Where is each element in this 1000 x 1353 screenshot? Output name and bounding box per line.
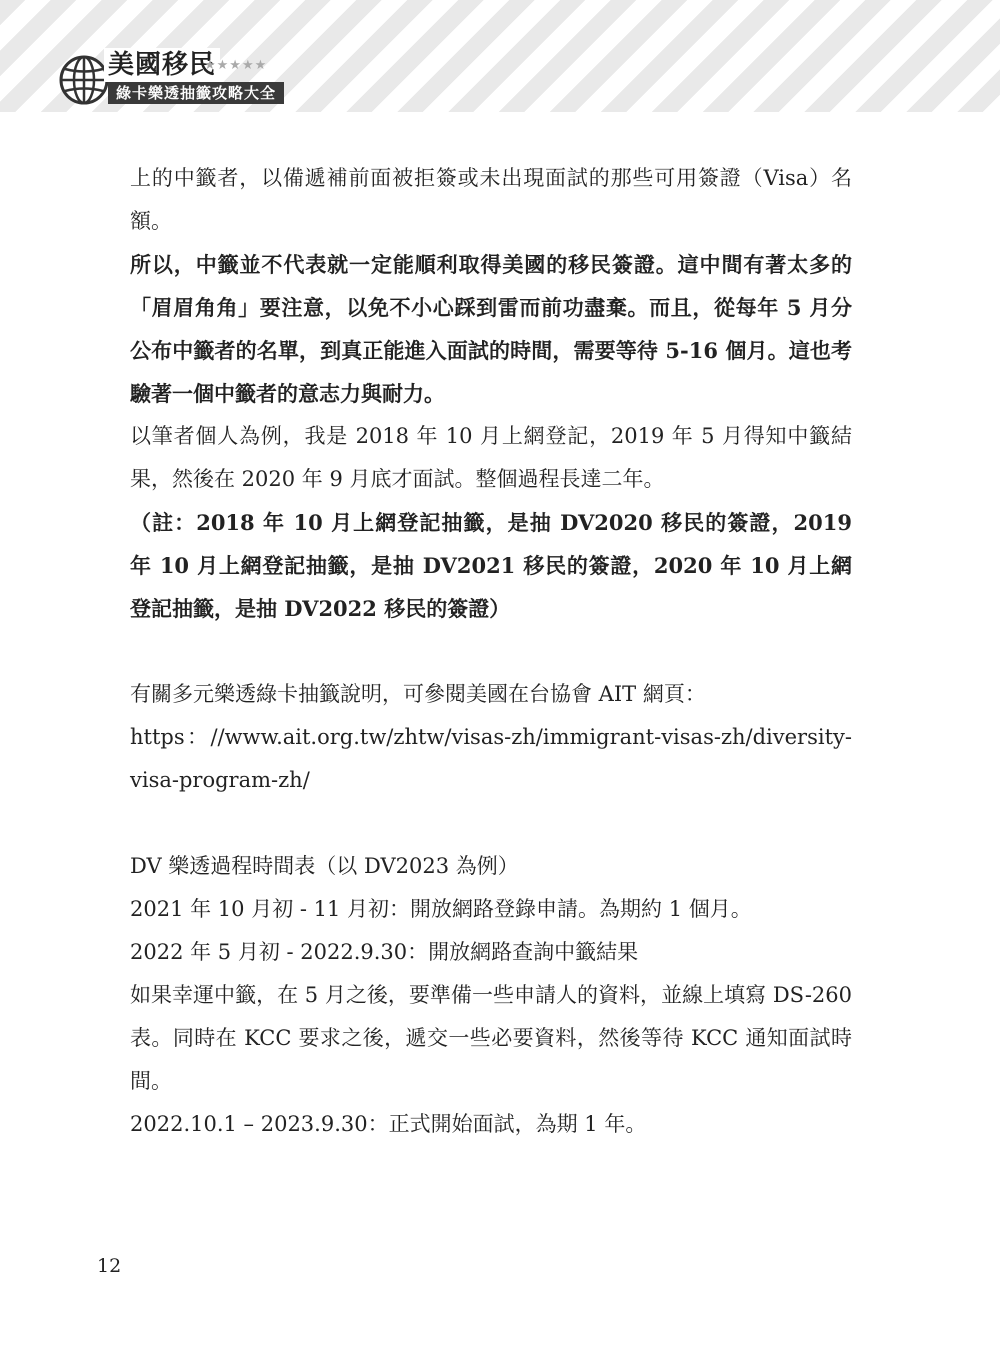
- timeline-item: 2022 年 5 月初 - 2022.9.30：開放網路查詢中籤結果: [130, 940, 639, 964]
- paragraph-author-example: 以筆者個人為例，我是 2018 年 10 月上網登記，2019 年 5 月得知中籤結果，然後在 2020 年 9 月底才面試。整個過程長達二年。: [130, 424, 852, 491]
- paragraph-note: （註：2018 年 10 月上網登記抽籤，是抽 DV2020 移民的簽證，2019 年 10 月上網登記抽籤，是抽 DV2021 移民的簽證，2020 年 10 月上網登記抽籤，是抽 DV2022 移民的簽證）: [130, 510, 852, 621]
- timeline-item: 如果幸運中籤，在 5 月之後，要準備一些申請人的資料，並線上填寫 DS-260 表。同時在 KCC 要求之後，遞交一些必要資料，然後等待 KCC 通知面試時間。: [130, 983, 852, 1093]
- star-rating-icon: ★★★★★: [204, 58, 268, 73]
- timeline-item: 2022.10.1 – 2023.9.30：正式開始面試，為期 1 年。: [130, 1112, 647, 1136]
- page-number: 12: [97, 1255, 122, 1277]
- paragraph-ait-reference: 有關多元樂透綠卡抽籤說明，可參閱美國在台協會 AIT 網頁：: [130, 682, 706, 706]
- timeline-item: 2021 年 10 月初 - 11 月初：開放網路登錄申請。為期約 1 個月。: [130, 897, 752, 921]
- book-header: [58, 48, 288, 108]
- timeline-title: DV 樂透過程時間表（以 DV2023 為例）: [130, 854, 519, 878]
- globe-icon: [58, 54, 110, 106]
- paragraph-visa-backup: 上的中籤者，以備遞補前面被拒簽或未出現面試的那些可用簽證（Visa）名額。: [130, 166, 852, 233]
- ait-url-link[interactable]: https：//www.ait.org.tw/zhtw/visas-zh/immigrant-visas-zh/diversity-visa-program-zh/: [130, 725, 852, 792]
- book-title: 美國移民: [104, 48, 220, 82]
- book-subtitle: 綠卡樂透抽籤攻略大全: [108, 82, 284, 104]
- paragraph-key-point: 所以，中籤並不代表就一定能順利取得美國的移民簽證。這中間有著太多的「眉眉角角」要注意，以免不小心踩到雷而前功盡棄。而且，從每年 5 月分公布中籤者的名單，到真正能進入面試的時間，需要等待 5-16 個月。這也考驗著一個中籤者的意志力與耐力。: [130, 252, 852, 406]
- page-body: [130, 157, 852, 1146]
